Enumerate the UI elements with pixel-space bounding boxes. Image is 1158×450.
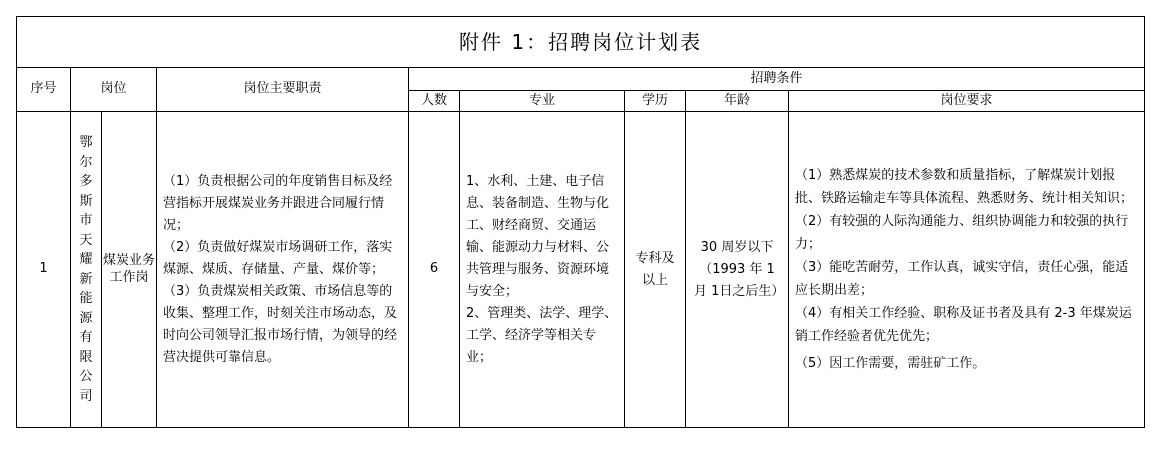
company-char: 公 [79, 369, 93, 384]
table-title: 附件 1：招聘岗位计划表 [17, 17, 1145, 68]
company-char: 能 [79, 291, 93, 306]
header-major: 专业 [460, 91, 625, 112]
row-count: 6 [409, 112, 460, 428]
header-education: 学历 [625, 91, 686, 112]
company-char: 天 [79, 232, 93, 248]
company-char: 有 [79, 330, 93, 345]
row-age: 30 周岁以下（1993 年 1 月 1日之后生） [686, 112, 789, 428]
row-education: 专科及以上 [625, 112, 686, 428]
requirement-item: （2）有较强的人际沟通能力、组织协调能力和较强的执行力； [795, 214, 1129, 252]
company-char: 限 [79, 349, 93, 365]
header-duties: 岗位主要职责 [157, 68, 409, 112]
header-age: 年龄 [686, 91, 789, 112]
header-conditions: 招聘条件 [409, 68, 1145, 91]
company-char: 多 [79, 174, 93, 189]
header-requirements: 岗位要求 [789, 91, 1145, 112]
table-row [17, 112, 1145, 428]
requirement-item: （4）有相关工作经验、职称及证书者及具有 2-3 年煤炭运销工作经验者优先优先； [795, 306, 1132, 344]
requirement-item: （1）熟悉煤炭的技术参数和质量指标，了解煤炭计划报批、铁路运输走车等具体流程、熟悉财务、统计相关知识； [795, 168, 1134, 206]
company-char: 司 [79, 388, 93, 404]
duty-item: （3）负责煤炭相关政策、市场信息等的收集、整理工作，时刻关注市场动态，及时向公司领导汇报市场行情，为领导的经营决提供可靠信息。 [163, 283, 398, 365]
company-char: 鄂 [79, 135, 93, 150]
company-name [71, 112, 102, 428]
company-char: 源 [79, 310, 93, 326]
company-char: 耀 [79, 252, 93, 267]
header-seq: 序号 [17, 68, 71, 112]
requirement-item: （5）因工作需要，需驻矿工作。 [795, 356, 986, 371]
header-position: 岗位 [71, 68, 157, 112]
duties-cell [157, 112, 409, 428]
requirements-cell [789, 112, 1145, 428]
major-item: 2、管理类、法学、理学、工学、经济学等相关专业； [466, 305, 618, 365]
requirement-item: （3）能吃苦耐劳，工作认真，诚实守信，责任心强，能适应长期出差； [795, 260, 1129, 298]
company-char: 新 [79, 271, 93, 287]
company-char: 市 [79, 213, 93, 228]
major-item: 1、水利、土建、电子信息、装备制造、生物与化工、财经商贸、交通运输、能源动力与材料、公共管理与服务、资源环境与安全； [466, 173, 610, 299]
company-char: 斯 [79, 193, 93, 209]
position-name: 煤炭业务工作岗 [102, 112, 157, 428]
header-count: 人数 [409, 91, 460, 112]
company-char: 尔 [79, 154, 93, 170]
row-seq: 1 [17, 112, 71, 428]
duty-item: （1）负责根据公司的年度销售目标及经营指标开展煤炭业务并跟进合同履行情况； [163, 173, 393, 233]
majors-cell [460, 112, 625, 428]
recruitment-plan-table [16, 16, 1145, 428]
duty-item: （2）负责做好煤炭市场调研工作，落实煤源、煤质、存储量、产量、煤价等； [163, 239, 393, 277]
